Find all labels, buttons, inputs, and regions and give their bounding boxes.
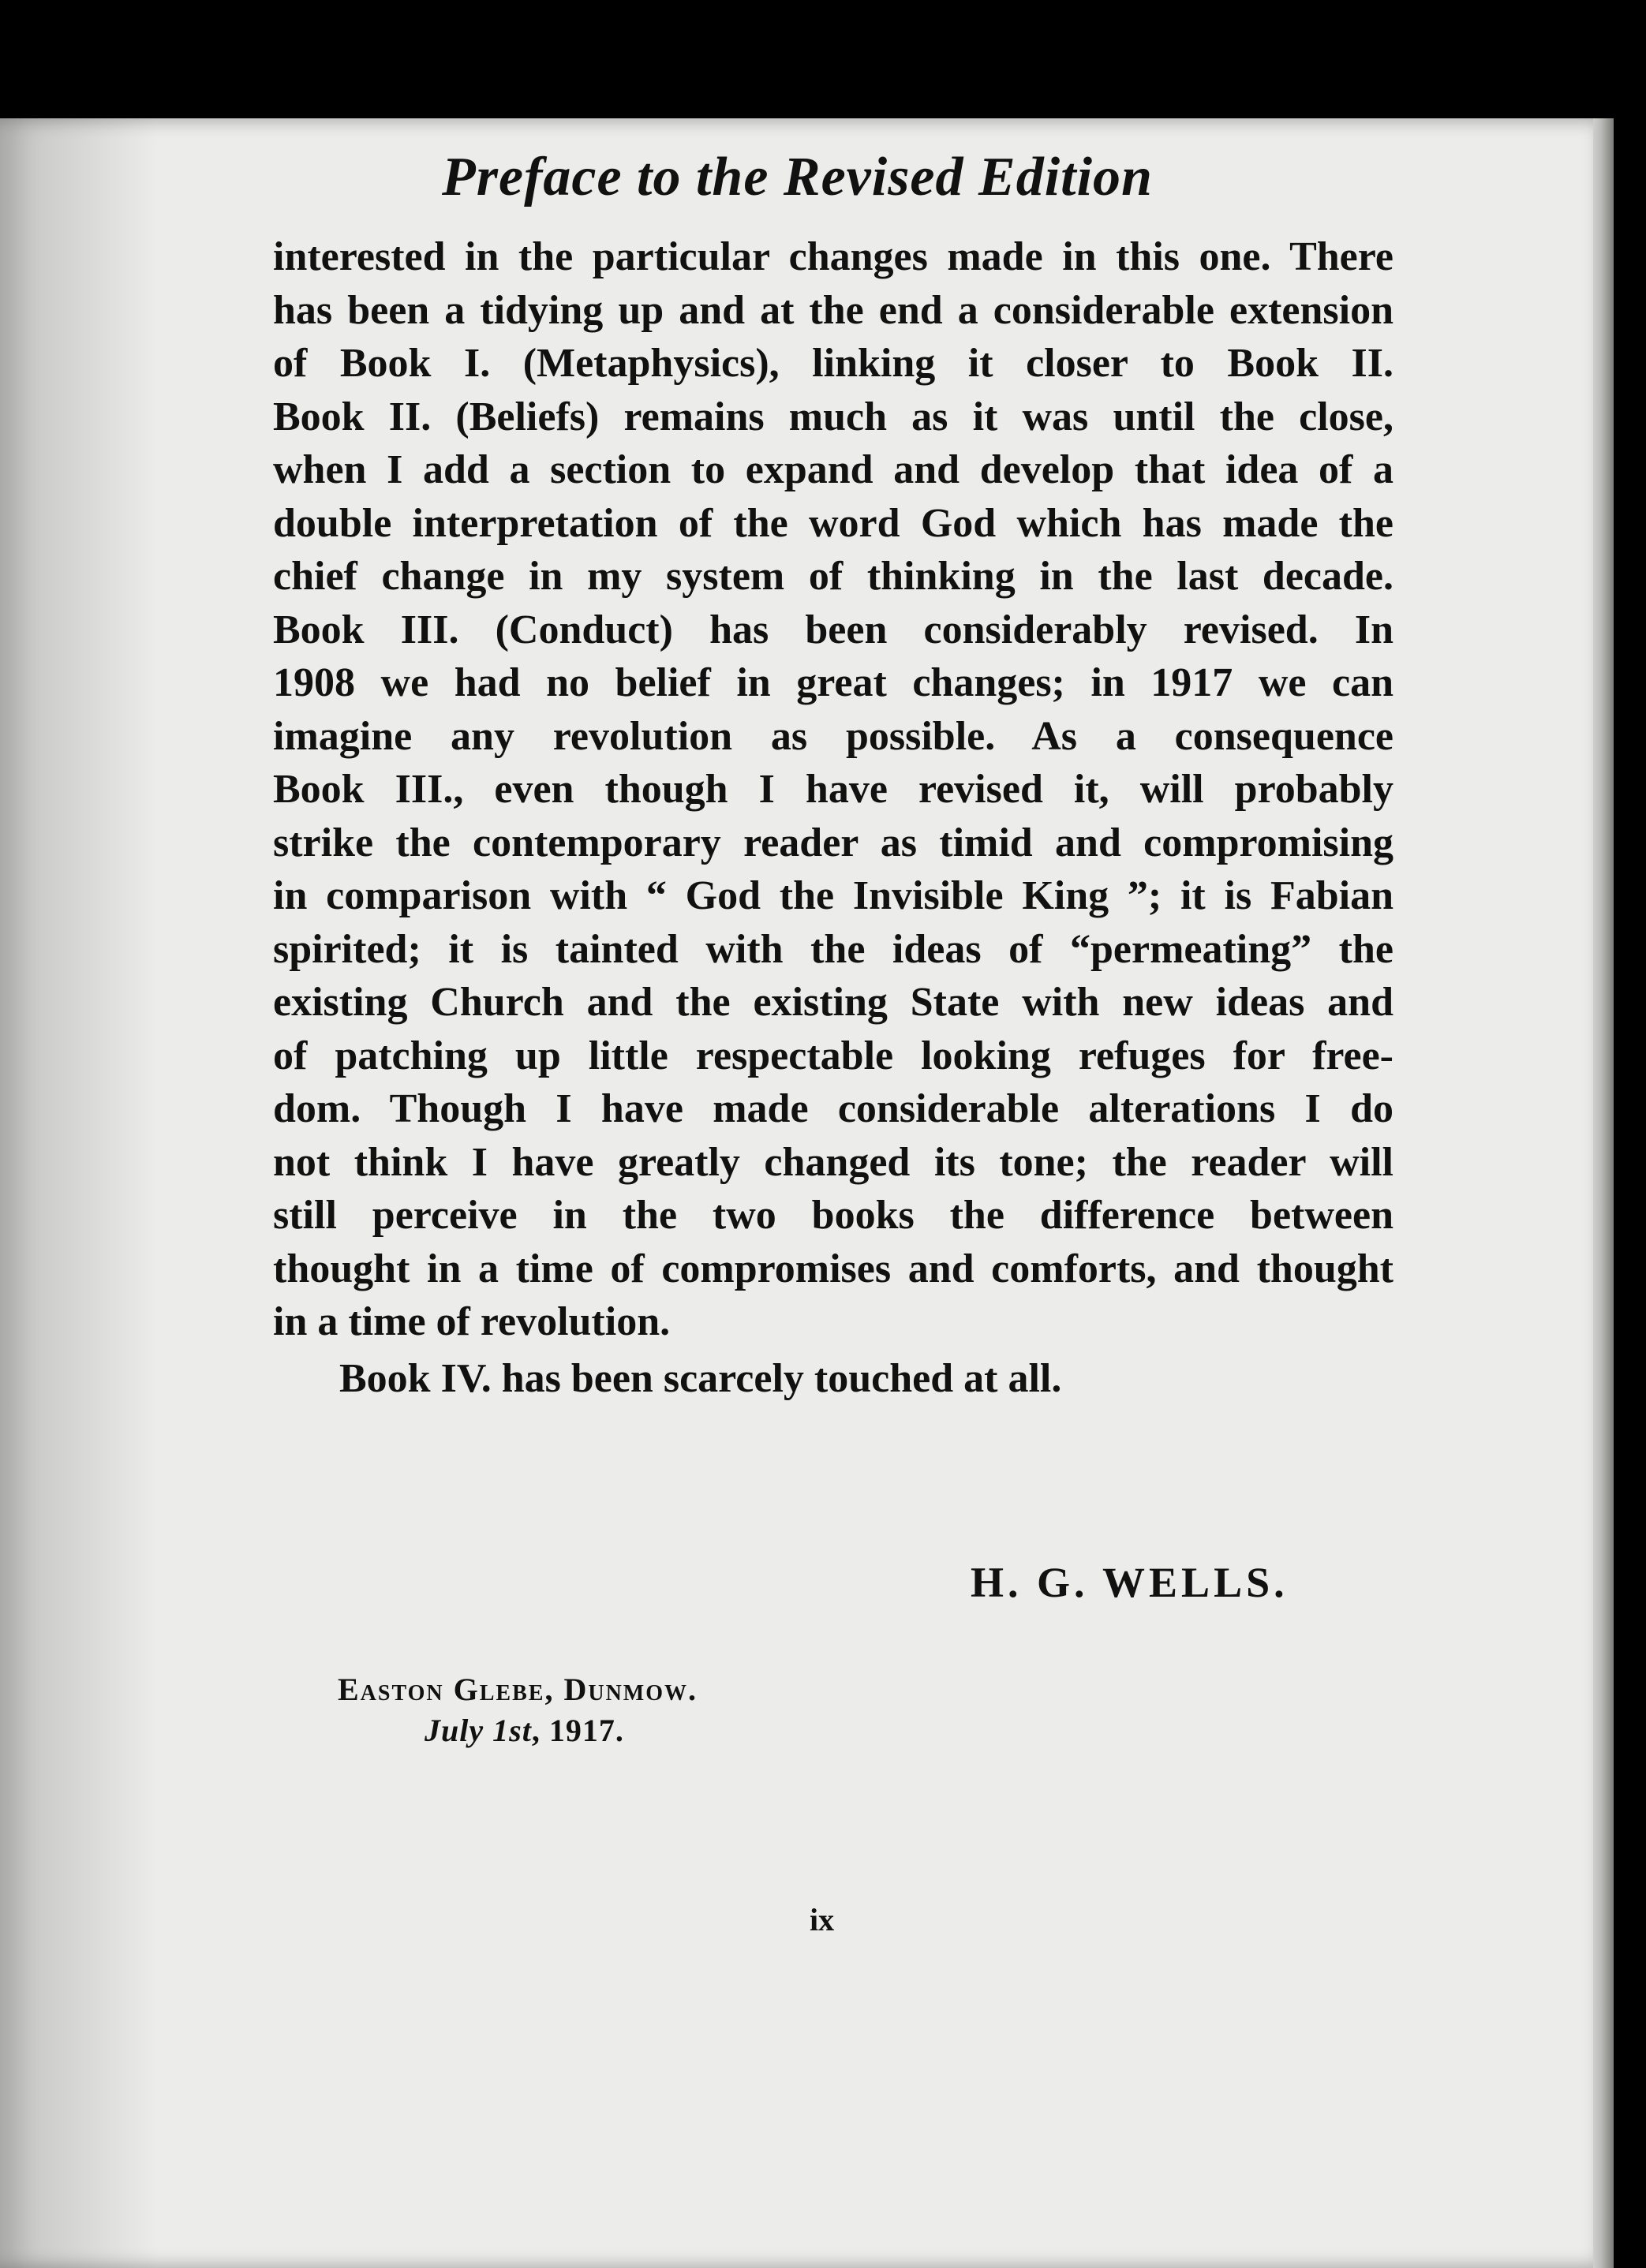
- text-line: spirited; it is tainted with the ideas of “permeating” the: [273, 926, 1393, 972]
- text-line: double interpretation of the word God which has made the: [273, 500, 1393, 546]
- text-line: 1908 we had no belief in great changes; in 1917 we can: [273, 660, 1393, 705]
- text-line: chief change in my system of thinking in the last decade.: [273, 554, 1393, 599]
- text-line: dom. Though I have made considerable alterations I do: [273, 1086, 1393, 1131]
- text-line: thought in a time of compromises and comforts, and thought: [273, 1246, 1393, 1291]
- date-line: [425, 1712, 624, 1749]
- text-line: not think I have greatly changed its tone; the reader will: [273, 1139, 1393, 1185]
- place-line: Easton Glebe, Dunmow.: [338, 1672, 698, 1707]
- author-signature: H. G. WELLS.: [971, 1559, 1289, 1606]
- date-year: , 1917.: [531, 1713, 624, 1748]
- body-text: [273, 230, 1393, 1405]
- text-line: in a time of revolution.: [273, 1299, 671, 1344]
- text-line: in comparison with “ God the Invisible King ”; it is Fabian: [273, 873, 1393, 918]
- gutter-shadow: [0, 118, 158, 2268]
- text-line: Book III., even though I have revised it, will probably: [273, 767, 1393, 812]
- date-month-day: July 1: [425, 1713, 510, 1748]
- text-line: existing Church and the existing State with new ideas and: [273, 980, 1393, 1025]
- text-line: still perceive in the two books the difference between: [273, 1193, 1393, 1238]
- text-line: Book III. (Conduct) has been considerably revised. In: [273, 607, 1393, 652]
- text-line: imagine any revolution as possible. As a consequence: [273, 713, 1393, 759]
- date-ordinal: st: [509, 1713, 532, 1748]
- text-line: of Book I. (Metaphysics), linking it closer to Book II.: [273, 341, 1393, 386]
- text-line: when I add a section to expand and develop that idea of a: [273, 447, 1393, 492]
- running-title: Preface to the Revised Edition: [442, 147, 1153, 207]
- text-line: of patching up little respectable looking refuges for free-: [273, 1033, 1393, 1078]
- text-line: Book II. (Beliefs) remains much as it was until the close,: [273, 394, 1393, 439]
- text-line: interested in the particular changes made in this one. There: [273, 234, 1393, 279]
- final-paragraph: Book IV. has been scarcely touched at all.: [339, 1355, 1062, 1401]
- text-line: has been a tidying up and at the end a considerable extension: [273, 287, 1393, 333]
- page-number: ix: [810, 1902, 835, 1937]
- page-edge: [1593, 118, 1614, 2268]
- text-line: strike the contemporary reader as timid and compromising: [273, 820, 1393, 865]
